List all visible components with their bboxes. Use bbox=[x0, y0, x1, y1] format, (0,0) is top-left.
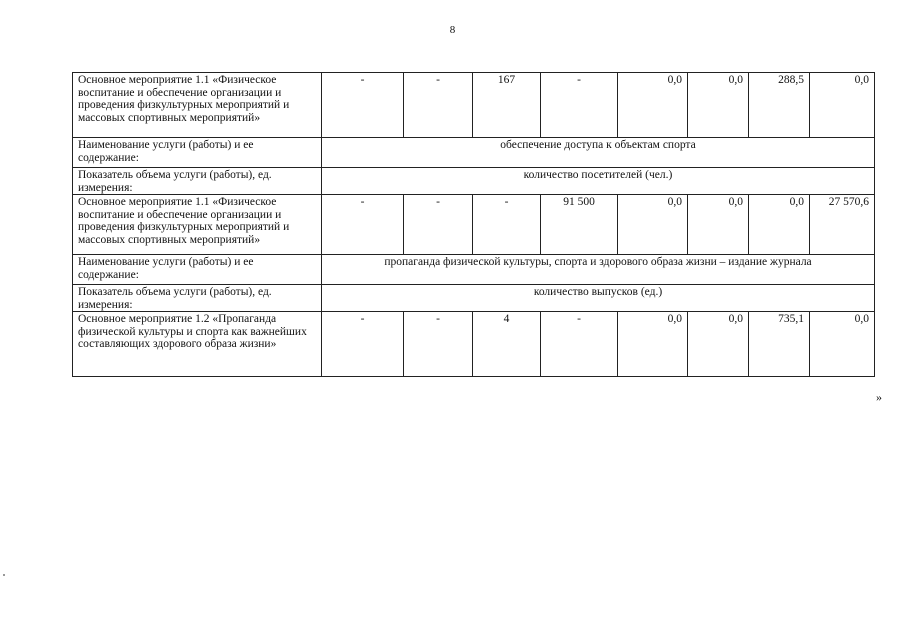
value-cell: 0,0 bbox=[618, 195, 688, 255]
value-cell: 735,1 bbox=[749, 312, 810, 377]
service-row bbox=[73, 168, 875, 195]
budget-table bbox=[72, 72, 875, 377]
value-cell: - bbox=[404, 312, 473, 377]
activity-row bbox=[73, 73, 875, 138]
activity-row bbox=[73, 312, 875, 377]
value-cell: 0,0 bbox=[688, 73, 749, 138]
row-label: Основное мероприятие 1.1 «Физическое воспитание и обеспечение организации и проведения физкультурных мероприятий и массовых спортивных мероприятий» bbox=[73, 195, 322, 255]
value-cell: - bbox=[322, 312, 404, 377]
value-cell: 0,0 bbox=[749, 195, 810, 255]
value-cell: 0,0 bbox=[810, 312, 875, 377]
value-cell: - bbox=[322, 73, 404, 138]
value-cell: - bbox=[541, 73, 618, 138]
value-cell: 0,0 bbox=[688, 195, 749, 255]
value-cell: 167 bbox=[473, 73, 541, 138]
value-cell: 288,5 bbox=[749, 73, 810, 138]
service-row bbox=[73, 285, 875, 312]
row-label: Наименование услуги (работы) и ее содержание: bbox=[73, 138, 322, 168]
value-cell: 0,0 bbox=[618, 312, 688, 377]
closing-quote: » bbox=[876, 390, 882, 404]
activity-row bbox=[73, 195, 875, 255]
service-row bbox=[73, 255, 875, 285]
value-cell: 0,0 bbox=[618, 73, 688, 138]
value-cell: 91 500 bbox=[541, 195, 618, 255]
row-label: Показатель объема услуги (работы), ед. измерения: bbox=[73, 168, 322, 195]
value-cell: - bbox=[541, 312, 618, 377]
value-cell: - bbox=[404, 195, 473, 255]
row-label: Наименование услуги (работы) и ее содержание: bbox=[73, 255, 322, 285]
row-label: Основное мероприятие 1.2 «Пропаганда физической культуры и спорта как важнейших составляющих здорового образа жизни» bbox=[73, 312, 322, 377]
row-label: Показатель объема услуги (работы), ед. измерения: bbox=[73, 285, 322, 312]
value-cell: 4 bbox=[473, 312, 541, 377]
service-text: пропаганда физической культуры, спорта и здорового образа жизни – издание журнала bbox=[322, 255, 875, 285]
table-body bbox=[73, 73, 875, 377]
row-label: Основное мероприятие 1.1 «Физическое воспитание и обеспечение организации и проведения физкультурных мероприятий и массовых спортивных мероприятий» bbox=[73, 73, 322, 138]
value-cell: 0,0 bbox=[810, 73, 875, 138]
value-cell: 27 570,6 bbox=[810, 195, 875, 255]
page-number: 8 bbox=[449, 24, 456, 36]
value-cell: - bbox=[473, 195, 541, 255]
service-text: количество посетителей (чел.) bbox=[322, 168, 875, 195]
value-cell: 0,0 bbox=[688, 312, 749, 377]
service-text: количество выпусков (ед.) bbox=[322, 285, 875, 312]
service-text: обеспечение доступа к объектам спорта bbox=[322, 138, 875, 168]
service-row bbox=[73, 138, 875, 168]
value-cell: - bbox=[322, 195, 404, 255]
scan-artifact bbox=[3, 574, 5, 576]
value-cell: - bbox=[404, 73, 473, 138]
